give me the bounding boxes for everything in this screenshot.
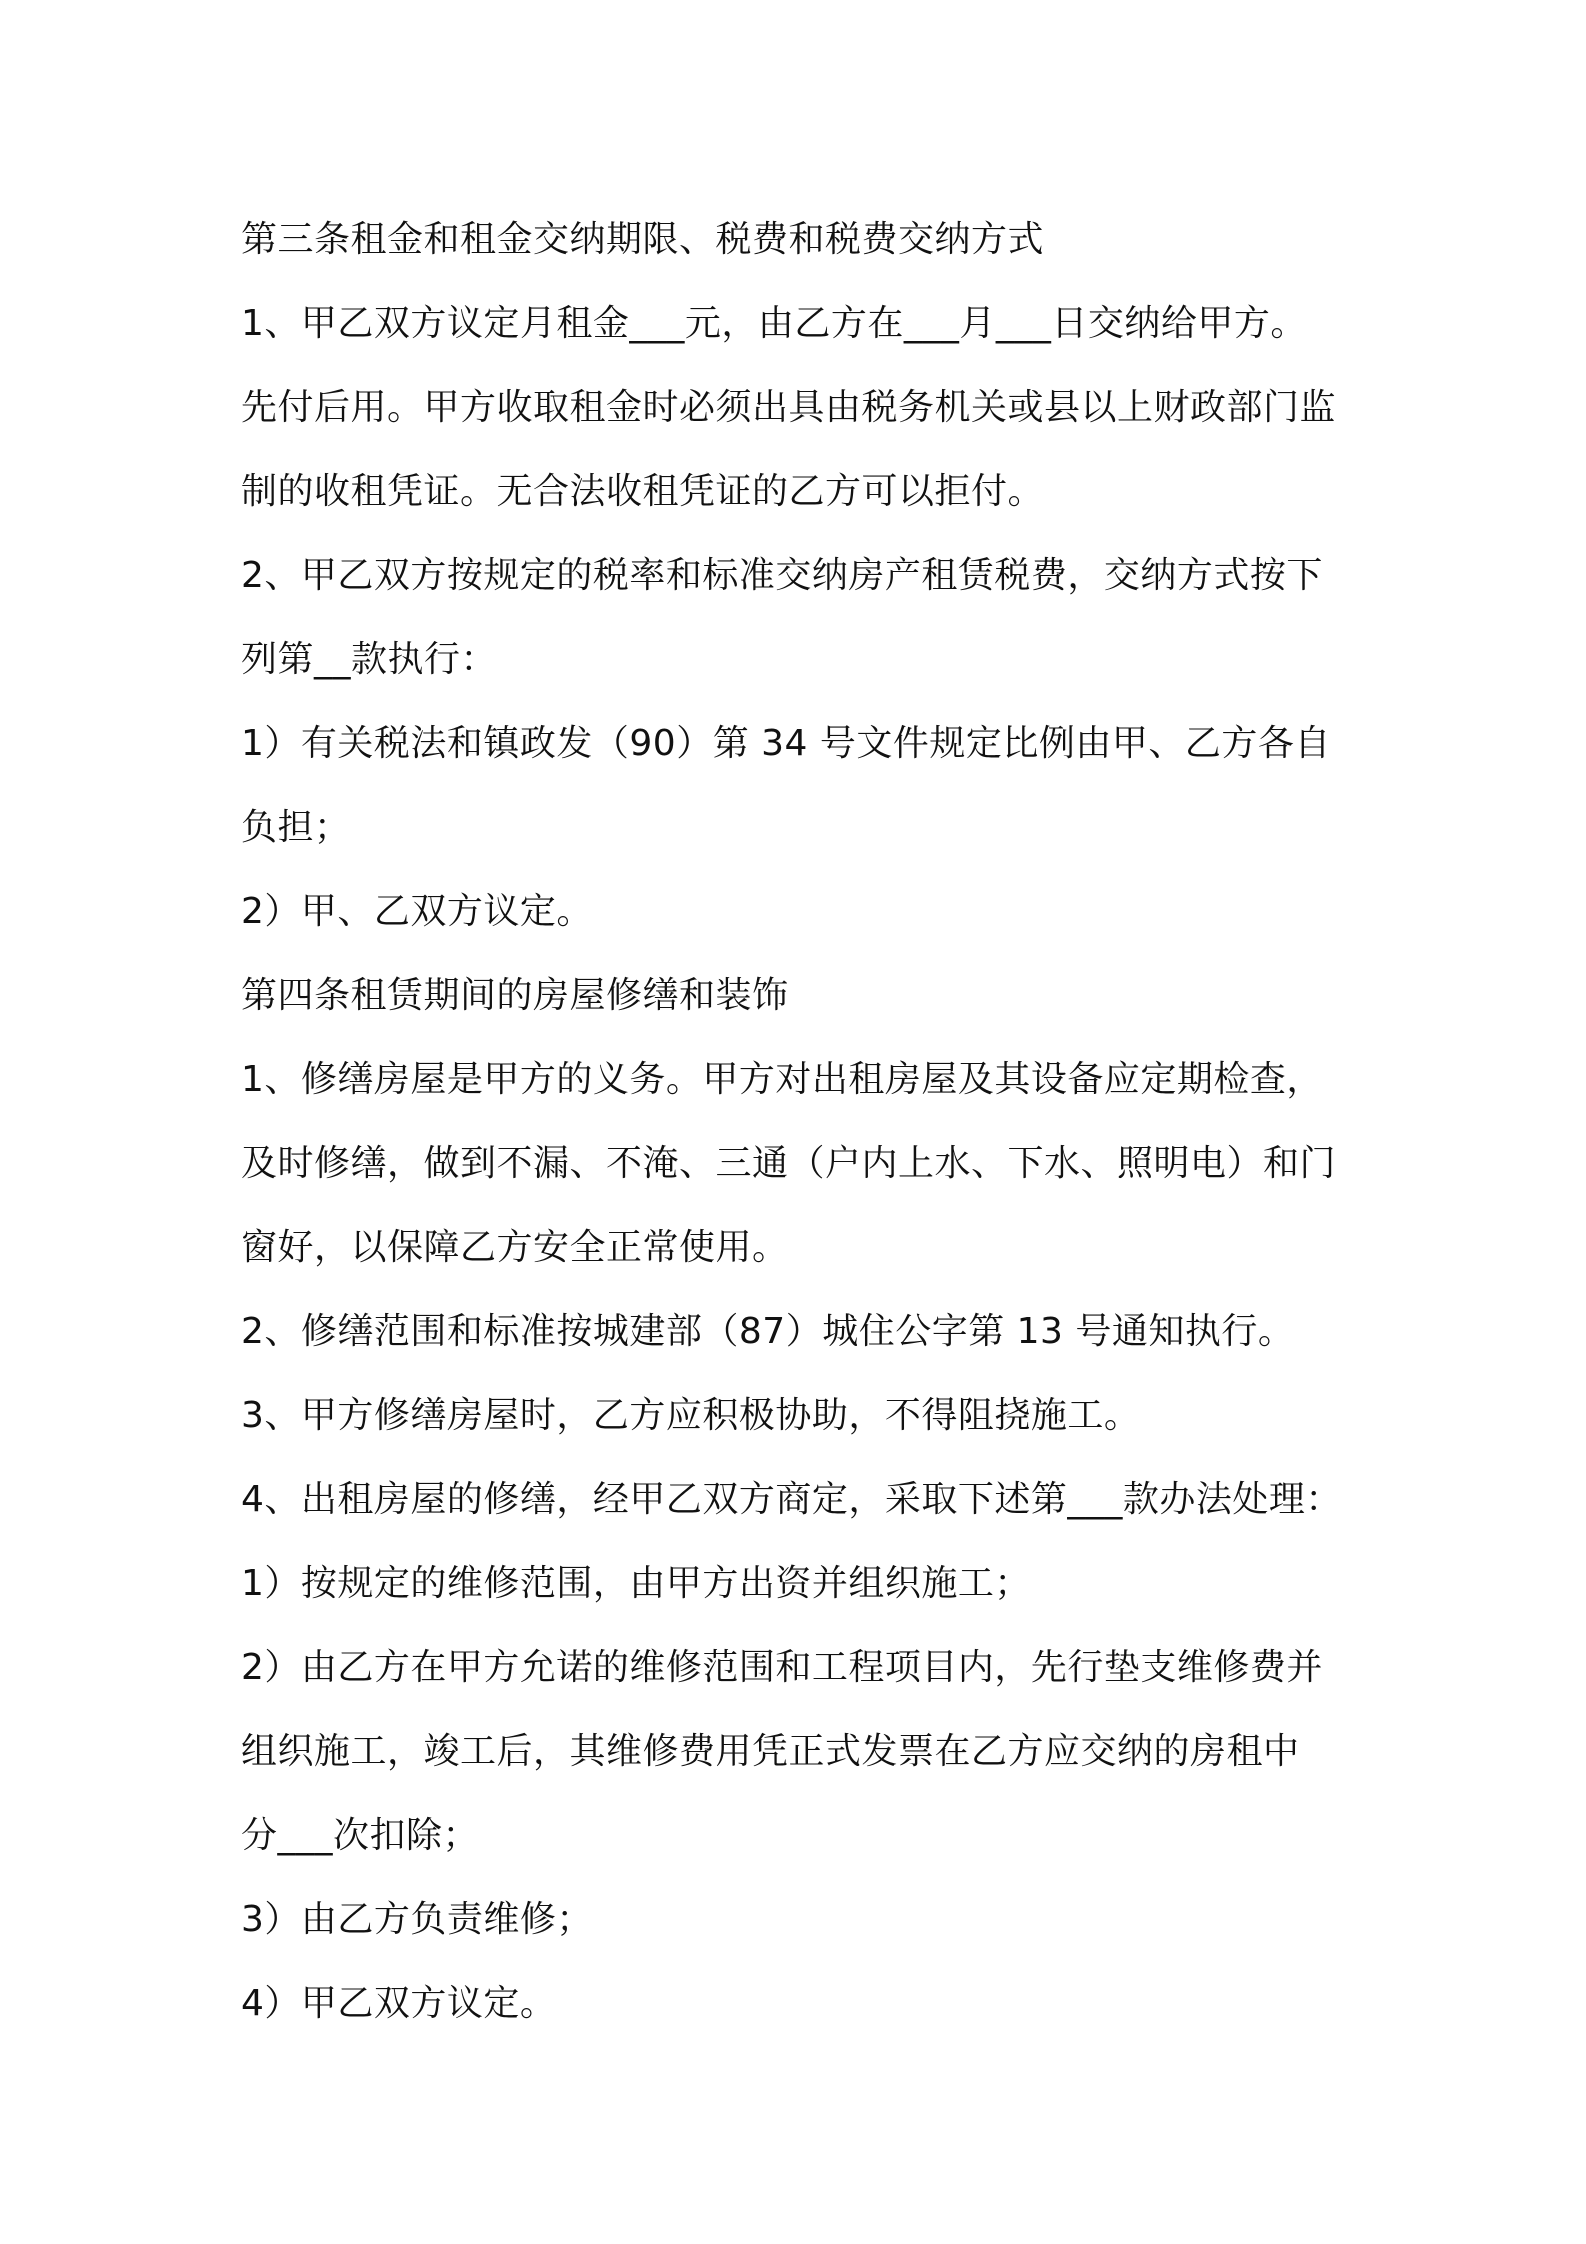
paragraph-line: 4、出租房屋的修缮，经甲乙双方商定，采取下述第___款办法处理： [241, 1479, 1342, 1520]
paragraph-line: 2、甲乙双方按规定的税率和标准交纳房产租赁税费，交纳方式按下 [241, 555, 1323, 596]
paragraph-line: 1、修缮房屋是甲方的义务。甲方对出租房屋及其设备应定期检查， [241, 1059, 1323, 1100]
paragraph-line: 制的收租凭证。无合法收租凭证的乙方可以拒付。 [241, 471, 1045, 512]
paragraph-line: 1）有关税法和镇政发（90）第 34 号文件规定比例由甲、乙方各自 [241, 723, 1331, 764]
paragraph-line: 3、甲方修缮房屋时，乙方应积极协助，不得阻挠施工。 [241, 1395, 1141, 1436]
paragraph-line: 先付后用。甲方收取租金时必须出具由税务机关或县以上财政部门监 [241, 387, 1337, 428]
paragraph-line: 2、修缮范围和标准按城建部（87）城住公字第 13 号通知执行。 [241, 1311, 1295, 1352]
paragraph-line: 列第__款执行： [241, 639, 498, 680]
paragraph-line: 1）按规定的维修范围，由甲方出资并组织施工； [241, 1563, 1031, 1604]
article-3-heading: 第三条租金和租金交纳期限、税费和税费交纳方式 [241, 219, 1045, 260]
paragraph-line: 分___次扣除； [241, 1815, 480, 1856]
paragraph-line: 组织施工，竣工后，其维修费用凭正式发票在乙方应交纳的房租中 [241, 1731, 1300, 1772]
paragraph-line: 及时修缮，做到不漏、不淹、三通（户内上水、下水、照明电）和门 [241, 1143, 1337, 1184]
paragraph-line: 4）甲乙双方议定。 [241, 1983, 557, 2024]
paragraph-line: 负担； [241, 807, 351, 848]
paragraph-line: 2）由乙方在甲方允诺的维修范围和工程项目内，先行垫支维修费并 [241, 1647, 1323, 1688]
article-4-heading: 第四条租赁期间的房屋修缮和装饰 [241, 975, 789, 1016]
document-body [241, 198, 1361, 2046]
paragraph-line: 窗好，以保障乙方安全正常使用。 [241, 1227, 789, 1268]
paragraph-line: 2）甲、乙双方议定。 [241, 891, 593, 932]
paragraph-line: 3）由乙方负责维修； [241, 1899, 593, 1940]
paragraph-line: 1、甲乙双方议定月租金___元，由乙方在___月___日交纳给甲方。 [241, 303, 1307, 344]
